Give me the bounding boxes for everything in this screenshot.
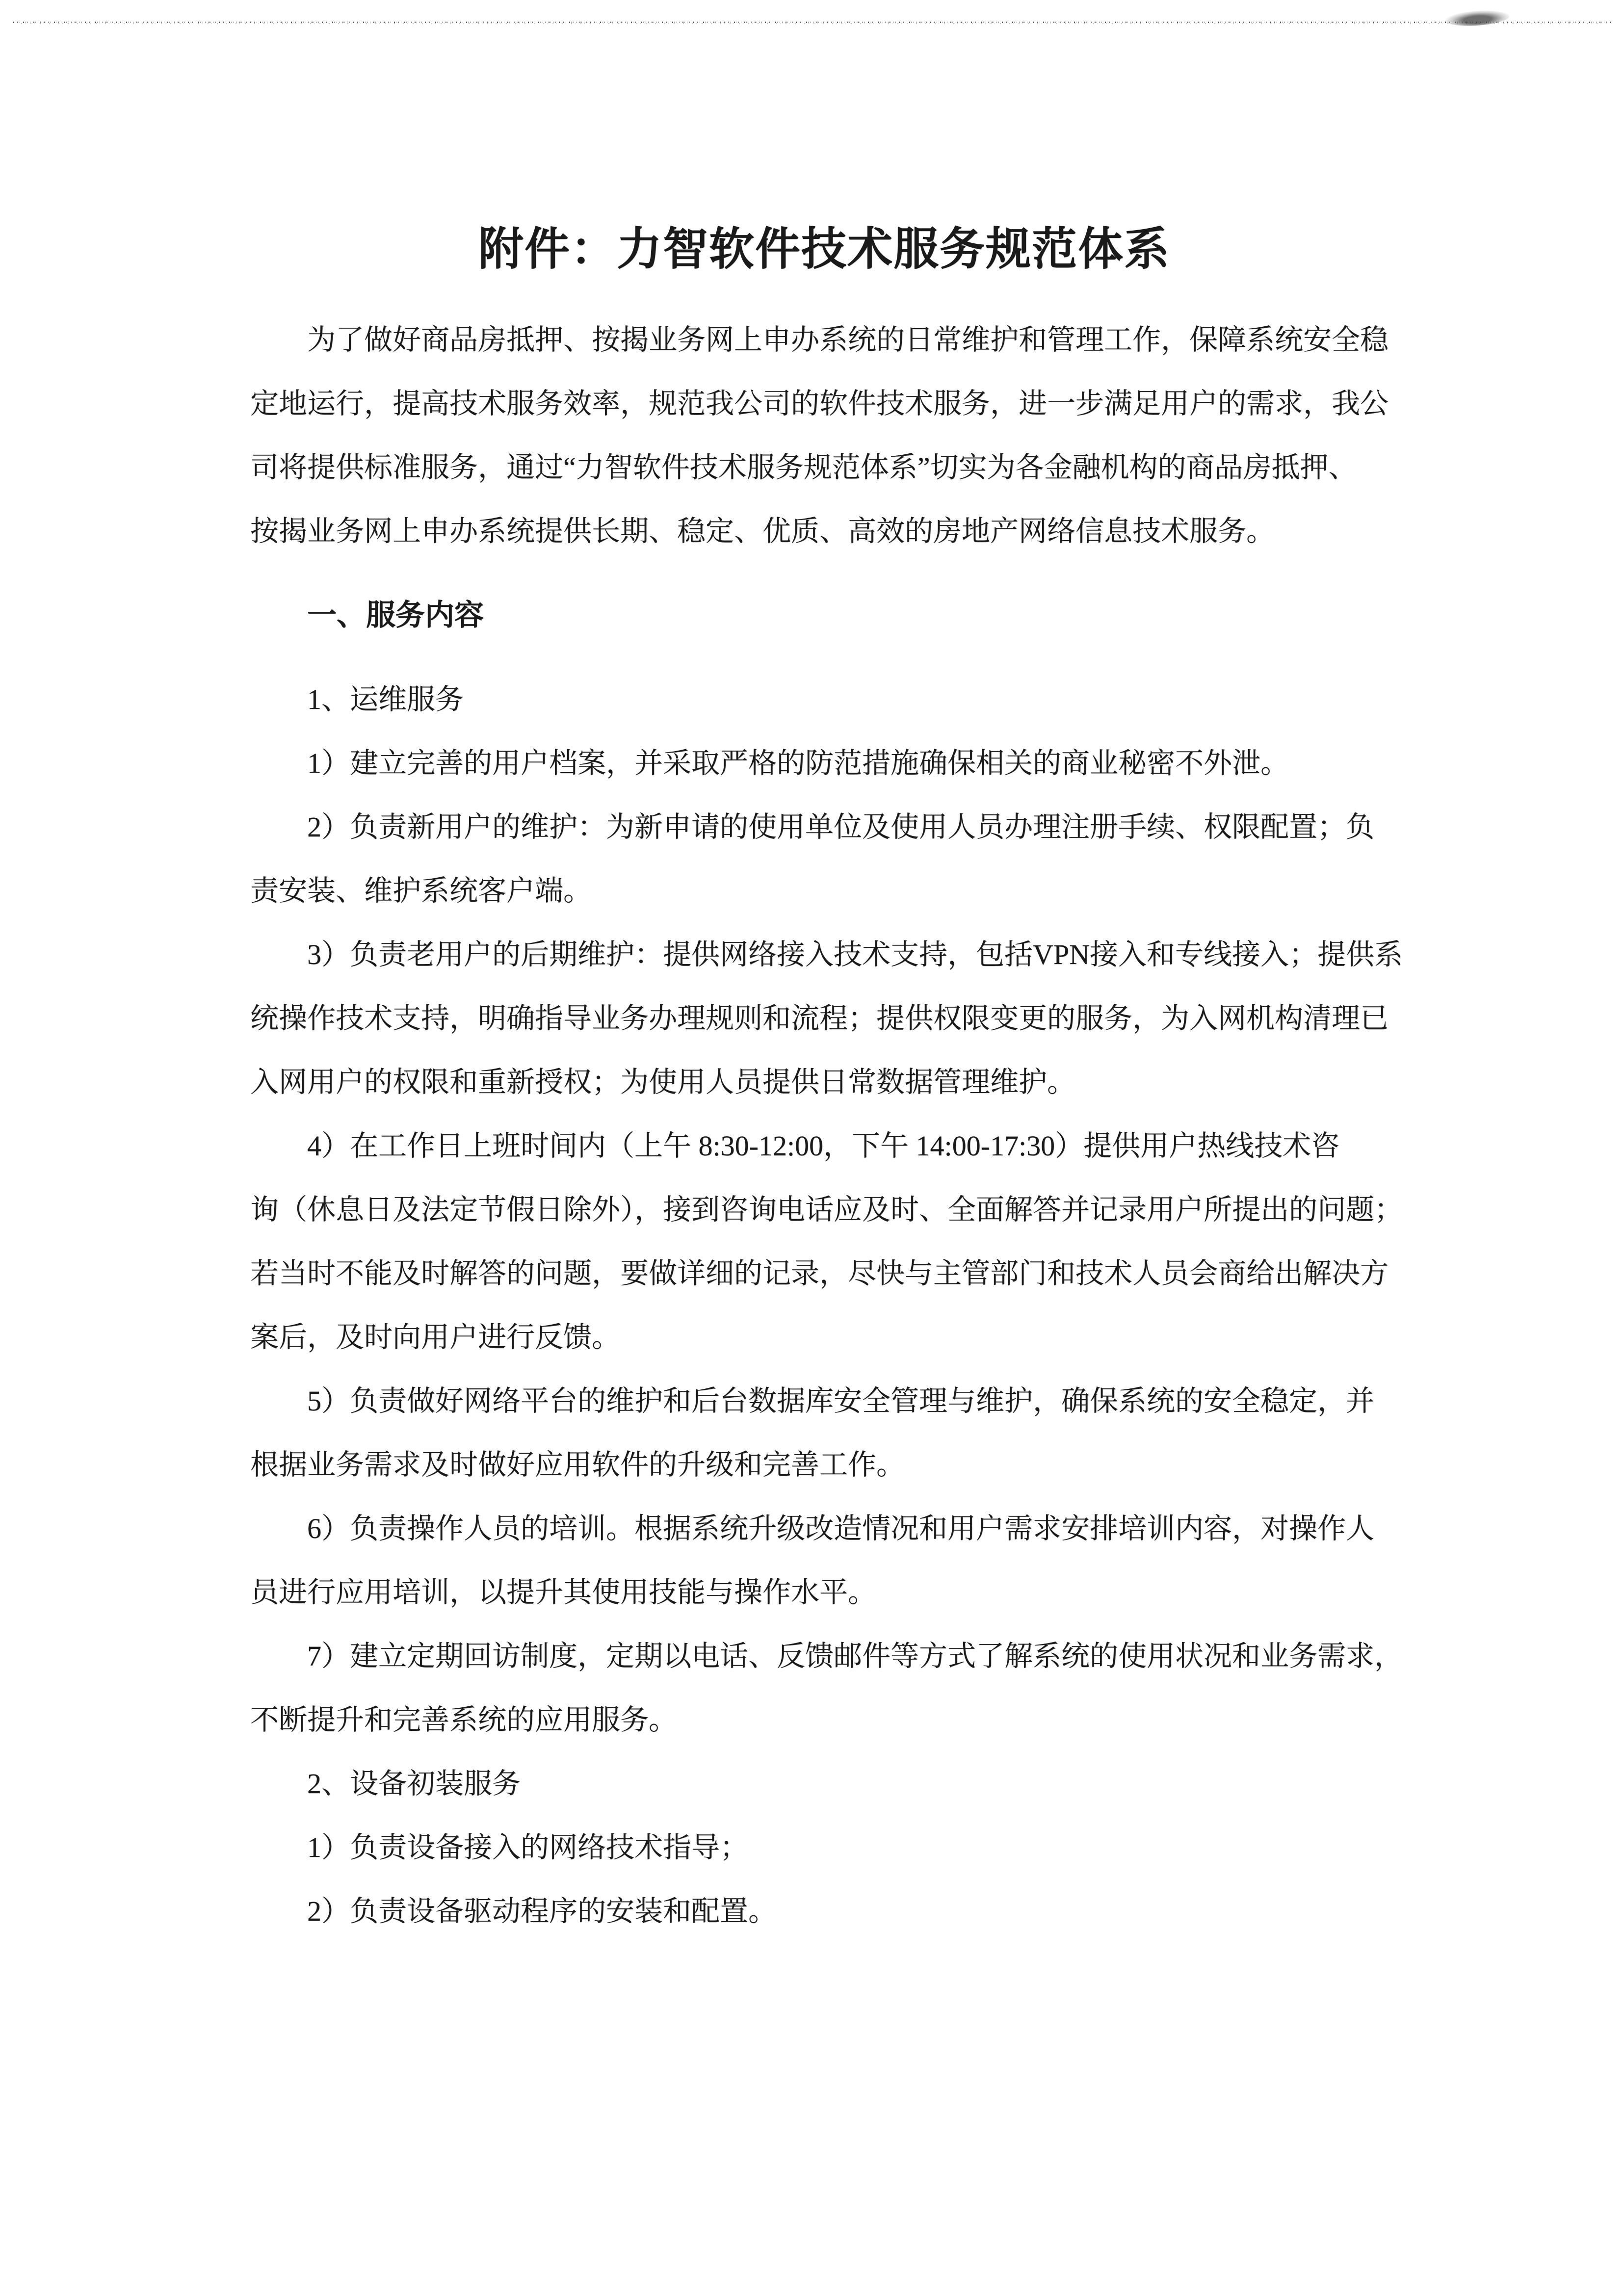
- text-line: 6）负责操作人员的培训。根据系统升级改造情况和用户需求安排培训内容，对操作人: [307, 1513, 1375, 1544]
- subsection-heading-ops-service: 1、运维服务: [307, 683, 464, 715]
- scan-blip-artifact: [1444, 8, 1510, 27]
- text-line: 询（休息日及法定节假日除外），接到咨询电话应及时、全面解答并记录用户所提出的问题；: [250, 1194, 1403, 1226]
- device-item-1: [250, 1816, 1398, 1879]
- ops-item-4: [250, 1114, 1403, 1369]
- text-line: 5）负责做好网络平台的维护和后台数据库安全管理与维护，确保系统的安全稳定，并: [307, 1385, 1375, 1417]
- ops-item-3: [250, 923, 1403, 1114]
- text-line: 3）负责老用户的后期维护：提供网络接入技术支持，包括VPN接入和专线接入；提供系: [307, 939, 1403, 970]
- text-line: 根据业务需求及时做好应用软件的升级和完善工作。: [250, 1449, 905, 1481]
- device-item-2: [250, 1879, 1398, 1943]
- text-line: 案后，及时向用户进行反馈。: [250, 1321, 621, 1353]
- section-heading-service-content: 一、服务内容: [307, 599, 484, 631]
- ops-item-2: [250, 795, 1398, 923]
- text-line: 1）负责设备接入的网络技术指导；: [307, 1831, 749, 1863]
- text-line: 为了做好商品房抵押、按揭业务网上申办系统的日常维护和管理工作，保障系统安全稳: [307, 324, 1389, 356]
- text-line: 责安装、维护系统客户端。: [250, 875, 592, 907]
- text-line: 1）建立完善的用户档案，并采取严格的防范措施确保相关的商业秘密不外泄。: [307, 747, 1289, 779]
- ops-item-1: [250, 731, 1398, 795]
- document-title: 附件：力智软件技术服务规范体系: [478, 224, 1170, 274]
- text-line: 2）负责新用户的维护：为新申请的使用单位及使用人员办理注册手续、权限配置；负: [307, 811, 1375, 843]
- text-line: 2）负责设备驱动程序的安装和配置。: [307, 1895, 777, 1927]
- text-line: 司将提供标准服务，通过“力智软件技术服务规范体系”切实为各金融机构的商品房抵押、: [250, 451, 1357, 483]
- document-body: [250, 0, 1403, 1943]
- text-line: 统操作技术支持，明确指导业务办理规则和流程；提供权限变更的服务，为入网机构清理已: [250, 1002, 1389, 1034]
- text-line: 定地运行，提高技术服务效率，规范我公司的软件技术服务，进一步满足用户的需求，我公: [250, 388, 1389, 419]
- ops-item-7: [250, 1624, 1403, 1752]
- text-line: 4）在工作日上班时间内（上午 8:30-12:00，下午 14:00-17:30）提供用户热线技术咨: [307, 1130, 1340, 1162]
- text-line: 按揭业务网上申办系统提供长期、稳定、优质、高效的房地产网络信息技术服务。: [250, 515, 1275, 547]
- text-line: 不断提升和完善系统的应用服务。: [250, 1704, 678, 1736]
- ops-item-6: [250, 1497, 1398, 1624]
- subsection-heading-device-install: 2、设备初装服务: [307, 1768, 521, 1800]
- text-line: 若当时不能及时解答的问题，要做详细的记录，尽快与主管部门和技术人员会商给出解决方: [250, 1257, 1389, 1289]
- intro-paragraph: [250, 308, 1398, 563]
- text-line: 员进行应用培训，以提升其使用技能与操作水平。: [250, 1576, 877, 1608]
- text-line: 入网用户的权限和重新授权；为使用人员提供日常数据管理维护。: [250, 1066, 1076, 1098]
- text-line: 7）建立定期回访制度，定期以电话、反馈邮件等方式了解系统的使用状况和业务需求，: [307, 1640, 1403, 1672]
- ops-item-5: [250, 1369, 1398, 1497]
